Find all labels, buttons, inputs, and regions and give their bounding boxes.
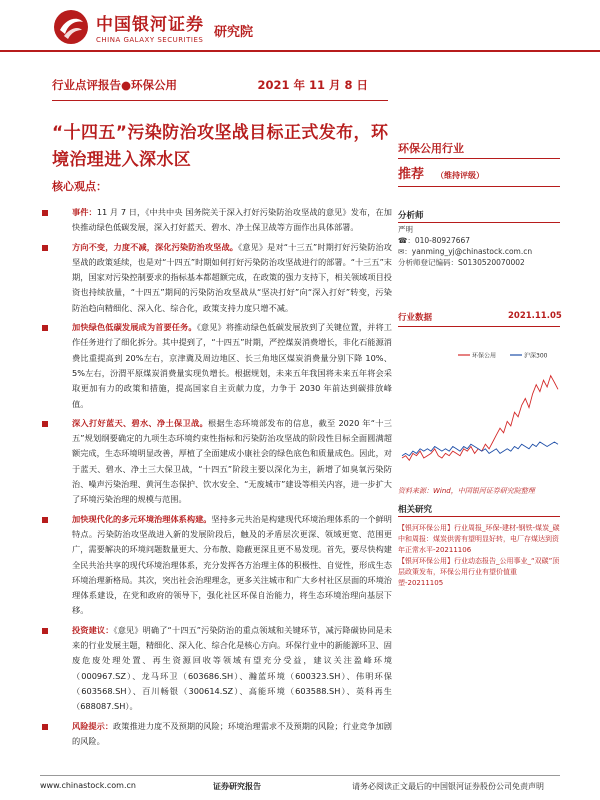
industry-chart <box>398 345 562 480</box>
analyst-email[interactable]: ✉：yanming_yj@chinastock.com.cn <box>398 247 533 256</box>
sidebar-divider <box>398 158 560 159</box>
legend-label-1: 沪深300 <box>524 352 548 360</box>
chart-source: 资料来源：Wind，中国银河证券研究院整理 <box>398 487 535 495</box>
logo-cn-text: 中国银河证券 <box>96 15 204 35</box>
related-research-text[interactable]: 【银河环保公用】行业周报_环保-建材-钢铁-煤炭_碳中和周报：煤炭供需有望明显好转，电厂存煤达到资年正常水平-20211106 【银河环保公用】行业动态报告_公用事业_“双碳”顶层政策发布，环保公用行业有望价值重塑-20211105 <box>398 524 560 587</box>
report-body <box>40 205 392 753</box>
bullet-green-development: 加快绿色低碳发展成为首要任务。《意见》将推动绿色低碳发展放到了关键位置，并将工作任务进行了细化拆分。其中提到了，“十四五”时期，严控煤炭消费增长，非化石能源消费比重提高到 20%左右，京津冀及周边地区、长三角地区煤炭消费量分别下降 10%、5%左右，汾渭平原煤炭消费量实现负增长。根据规划，未来五年我国将未来五年将会采取更加有力的政策和措施，提高国家自主贡献力度，力争于 2030 年前达到碳排放峰值。 <box>40 320 392 412</box>
bullet-square-icon <box>42 210 48 216</box>
title-divider <box>52 100 388 101</box>
bullet-risk: 风险提示：政策推进力度不及预期的风险；环境治理需求不及预期的风险；行业竞争加剧的风险。 <box>40 719 392 750</box>
legend-label-0: 环保公用 <box>472 352 497 360</box>
industry-label: 环保公用行业 <box>398 142 464 155</box>
institute-label: 研究院 <box>214 24 254 40</box>
bullet-square-icon <box>42 628 48 634</box>
bullet-square-icon <box>42 724 48 730</box>
bullet-event: 事件：11 月 7 日，《中共中央 国务院关于深入打好污染防治攻坚战的意见》发布，在加快推动绿色低碳发展，深入打好蓝天、碧水、净土保卫战等方面作出具体部署。 <box>40 205 392 236</box>
logo-en-text: CHINA GALAXY SECURITIES <box>96 36 204 44</box>
related-research[interactable] <box>398 523 562 589</box>
rating-note: （维持评级） <box>436 171 485 180</box>
industry-data-date: 2021.11.05 <box>508 311 562 321</box>
analyst-name: 严明 <box>398 225 413 234</box>
analyst-cert: 分析师登记编码：S0130520070002 <box>398 258 525 267</box>
galaxy-logo-icon <box>52 8 90 46</box>
rating-value: 推荐 <box>398 167 425 182</box>
header-divider <box>0 50 600 52</box>
bullet-governance: 加快现代化的多元环境治理体系构建。坚持多元共治是构建现代环境治理体系的一个鲜明特点。污染防治攻坚战进入新的发展阶段后，触及的矛盾层次更深、领域更宽、范围更广，需要解决的环境问题数量更大、分布散、隐蔽更深且更不易发现。首先，要尽快构建全民共治共享的现代环境治理体系，充分发挥各方治理主体的积极性、自觉性，形成生态环境治理新格局。其次，突出社会治理理念，更多关注城市和广大乡村社区层面的环境治理体系建设，在党和政府的领导下，强化社区环保自治能力，将生态环境治理向基层下移。 <box>40 512 392 619</box>
bullet-direction: 方向不变，力度不减，深化污染防治攻坚战。《意见》是对“十三五”时期打好污染防治攻坚战的政策延续，也是对“十四五”时期如何打好污染防治攻坚战进行的部署。“十三五”末期，国家对污染控制要求的指标基本都超额完成，在政策的强力支持下，相关领域项目投资也持续放量，“十四五”期间的污染防治攻坚战从“坚决打好”向“深入打好”转变，污染防治趋向精细化、深入化、综合化，政策支持力度只增不减。 <box>40 240 392 316</box>
sidebar-divider <box>398 222 560 223</box>
chart-svg <box>398 345 562 480</box>
bullet-square-icon <box>42 421 48 427</box>
bullet-square-icon <box>42 517 48 523</box>
footer-center: 证券研究报告 <box>213 782 261 791</box>
series-line-1 <box>402 442 558 456</box>
sidebar-divider <box>398 186 560 187</box>
footer-website[interactable]: www.chinastock.com.cn <box>40 781 136 790</box>
bullet-three-battles: 深入打好蓝天、碧水、净土保卫战。根据生态环境部发布的信息，截至 2020 年“十三五”规划纲要确定的九项生态环境约束性指标和污染防治攻坚战的阶段性目标全面圆满超额完成，生态环境明显改善，厚植了全面建成小康社会的绿色底色和质量成色。因此，对于蓝天、碧水、净土三大保卫战，“十四五”阶段主要以深化为主，新增了如臭氧污染防治、噪声污染治理、黄河生态保护、饮水安全、“无废城市”建设等相关内容，进一步扩大了环境污染治理的规模与范围。 <box>40 416 392 508</box>
bullet-investment: 投资建议：《意见》明确了“十四五”污染防治的重点领域和关键环节，减污降碳协同是未来的行业发展主题，精细化、深入化、综合化是核心方向。环保行业中的新能源环卫、固废危废处理处置、再生资源回收等领域有望充分受益，建议关注盈峰环境（000967.SZ）、龙马环卫（603686.SH）、瀚蓝环境（600323.SH）、伟明环保（603568.SH）、百川畅银（300614.SZ）、高能环境（603588.SH）、英科再生（688087.SH）。 <box>40 623 392 715</box>
footer-divider <box>40 775 560 776</box>
related-label: 相关研究 <box>398 505 433 515</box>
analyst-label: 分析师 <box>398 211 424 221</box>
analyst-phone: ☎：010-80927667 <box>398 236 471 245</box>
report-type: 行业点评报告●环保公用 <box>52 78 178 92</box>
report-date: 2021 年 11 月 8 日 <box>257 78 368 92</box>
bullet-square-icon <box>42 245 48 251</box>
analyst-info <box>398 224 562 268</box>
report-title: “十四五”污染防治攻坚战目标正式发布，环境治理进入深水区 <box>52 123 389 170</box>
industry-data-label: 行业数据 <box>398 313 433 323</box>
sidebar-divider <box>398 516 560 517</box>
series-line-0 <box>402 376 558 461</box>
company-logo <box>52 8 253 46</box>
core-views-label: 核心观点： <box>52 180 107 193</box>
bullet-square-icon <box>42 325 48 331</box>
rating-block <box>398 163 484 182</box>
footer-disclaimer: 请务必阅读正文最后的中国银河证券股份公司免责声明 <box>352 782 544 791</box>
sidebar-divider <box>398 326 560 327</box>
